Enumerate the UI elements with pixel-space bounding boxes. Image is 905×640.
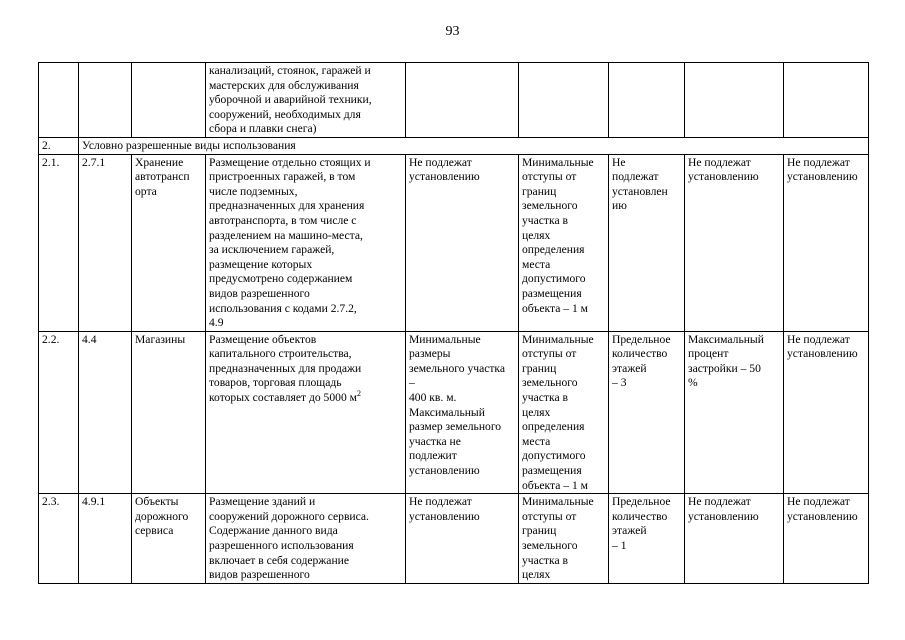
floor-limits: Предельное количество этажей – 3 bbox=[609, 331, 685, 494]
plot-size-limits: Не подлежат установлению bbox=[406, 494, 519, 584]
plot-size-limits: Не подлежат установлению bbox=[406, 154, 519, 331]
regulations-table bbox=[38, 62, 869, 584]
table-cell bbox=[39, 63, 79, 138]
table-cell bbox=[406, 63, 519, 138]
coverage-limits: Максимальный процент застройки – 50 % bbox=[685, 331, 784, 494]
table-cell bbox=[609, 63, 685, 138]
section-number: 2. bbox=[39, 137, 79, 154]
row-number: 2.1. bbox=[39, 154, 79, 331]
use-code: 4.4 bbox=[79, 331, 132, 494]
table-row bbox=[39, 331, 869, 494]
setback-limits: Минимальные отступы от границ земельного участка в целях определения места допустимого размещения объекта – 1 м bbox=[519, 331, 609, 494]
table-cell bbox=[79, 63, 132, 138]
use-name: Магазины bbox=[132, 331, 206, 494]
use-description: Размещение объектов капитального строительства, предназначенных для продажи товаров, торговая площадь которых составляет до 5000 м bbox=[209, 332, 362, 405]
section-title: Условно разрешенные виды использования bbox=[79, 137, 869, 154]
coverage-limits: Не подлежат установлению bbox=[685, 154, 784, 331]
table-row bbox=[39, 494, 869, 584]
table-cell bbox=[685, 63, 784, 138]
section-header-row bbox=[39, 137, 869, 154]
use-code: 4.9.1 bbox=[79, 494, 132, 584]
setback-limits: Минимальные отступы от границ земельного участка в целях bbox=[519, 494, 609, 584]
continuation-row bbox=[39, 63, 869, 138]
use-description: Размещение зданий и сооружений дорожного сервиса. Содержание данного вида разрешенного использования включает в себя содержание видов разрешенного bbox=[206, 494, 406, 584]
row-number: 2.3. bbox=[39, 494, 79, 584]
other-limits: Не подлежат установлению bbox=[784, 494, 869, 584]
coverage-limits: Не подлежат установлению bbox=[685, 494, 784, 584]
page-number: 93 bbox=[445, 24, 460, 39]
setback-limits: Минимальные отступы от границ земельного участка в целях определения места допустимого размещения объекта – 1 м bbox=[519, 154, 609, 331]
use-name: Хранение автотрансп орта bbox=[132, 154, 206, 331]
row-number: 2.2. bbox=[39, 331, 79, 494]
use-description-cell bbox=[206, 331, 406, 494]
table-cell bbox=[519, 63, 609, 138]
other-limits: Не подлежат установлению bbox=[784, 154, 869, 331]
plot-size-limits: Минимальные размеры земельного участка – 400 кв. м. Максимальный размер земельного участка не подлежит установлению bbox=[406, 331, 519, 494]
superscript: 2 bbox=[356, 389, 361, 399]
use-code: 2.7.1 bbox=[79, 154, 132, 331]
floor-limits: Не подлежат установлен ию bbox=[609, 154, 685, 331]
floor-limits: Предельное количество этажей – 1 bbox=[609, 494, 685, 584]
use-description: канализаций, стоянок, гаражей и мастерских для обслуживания уборочной и аварийной техники, сооружений, необходимых для сбора и плавки снега) bbox=[206, 63, 406, 138]
other-limits: Не подлежат установлению bbox=[784, 331, 869, 494]
table-cell bbox=[132, 63, 206, 138]
use-description: Размещение отдельно стоящих и пристроенных гаражей, в том числе подземных, предназначенных для хранения автотранспорта, в том числе с разделением на машино-места, за исключением гаражей, размещение которых предусмотрено содержанием видов разрешенного использования с кодами 2.7.2, 4.9 bbox=[206, 154, 406, 331]
table-cell bbox=[784, 63, 869, 138]
use-name: Объекты дорожного сервиса bbox=[132, 494, 206, 584]
table-row bbox=[39, 154, 869, 331]
